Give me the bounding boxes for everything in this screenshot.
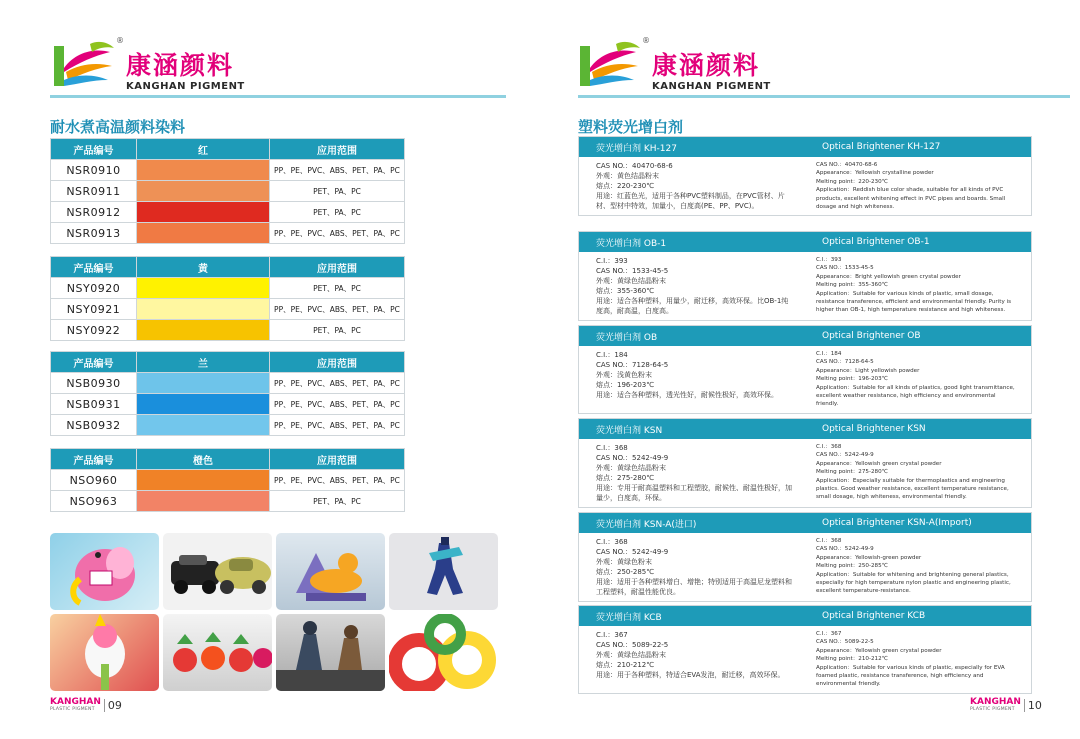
application-range: PP、PE、PVC、ABS、PET、PA、PC — [270, 373, 405, 394]
detail-line: C.I.：368 — [596, 444, 628, 452]
detail-line: CAS NO.：40470-68-6 — [596, 162, 673, 170]
detail-line: Application：Suitable for all kinds of plastics, good light transmittance, excellent weather resistance, high efficiency and environmental friendly. — [816, 384, 1015, 408]
logo-en-text: KANGHAN PIGMENT — [126, 81, 245, 92]
pigment-table — [50, 256, 405, 341]
brightener-card — [578, 136, 1032, 216]
detail-line: 用途：专用于耐高温塑料和工程塑胶，耐候性、耐温性极好，加量少，白度高，环保。 — [596, 484, 792, 502]
pigment-table — [50, 448, 405, 512]
card-en-details — [805, 443, 1031, 503]
application-range: PP、PE、PVC、ABS、PET、PA、PC — [270, 415, 405, 436]
card-cn-details — [579, 256, 805, 316]
table-row — [51, 181, 405, 202]
product-code: NSB0931 — [51, 394, 137, 415]
product-code: NSY0922 — [51, 320, 137, 341]
detail-line: 熔点：196-203℃ — [596, 381, 655, 389]
detail-line: Appearance：Light yellowish powder — [816, 367, 920, 374]
detail-line: C.I.：393 — [596, 257, 628, 265]
table-header: 产品编号 — [51, 139, 137, 160]
card-en-details — [805, 350, 1031, 409]
card-cn-title: 荧光增白剂 KSN-A(进口) — [596, 519, 697, 530]
card-en-title: Optical Brightener KSN-A(Import) — [822, 518, 972, 528]
color-swatch — [137, 415, 270, 436]
color-swatch — [137, 373, 270, 394]
card-en-details — [805, 256, 1031, 316]
detail-line: 外观：黄绿色结晶粉末 — [596, 277, 666, 285]
brightener-card — [578, 512, 1032, 602]
detail-line: 用途：适合各种塑料，透光性好，耐候性极好，高效环保。 — [596, 391, 778, 399]
page-num: 09 — [104, 699, 122, 712]
detail-line: CAS NO.：1533-45-5 — [816, 265, 874, 272]
table-header: 应用范围 — [270, 352, 405, 373]
detail-line: CAS NO.：5089-22-5 — [596, 641, 669, 649]
application-range: PP、PE、PVC、ABS、PET、PA、PC — [270, 470, 405, 491]
footer-sub: PLASTIC PIGMENT — [50, 707, 95, 712]
application-range: PP、PE、PVC、ABS、PET、PA、PC — [270, 160, 405, 181]
detail-line: Melting point：275-280℃ — [816, 469, 888, 476]
card-cn-title: 荧光增白剂 KSN — [596, 425, 663, 436]
color-swatch — [137, 278, 270, 299]
photo-toy-elephant — [50, 533, 159, 610]
table-header: 产品编号 — [51, 449, 137, 470]
brand-logo — [576, 38, 771, 92]
detail-line: C.I.：393 — [816, 257, 842, 263]
logo-en-text: KANGHAN PIGMENT — [652, 81, 771, 92]
registered-mark: ® — [116, 36, 124, 45]
detail-line: CAS NO.：40470-68-6 — [816, 162, 878, 168]
table-row — [51, 394, 405, 415]
detail-line: C.I.：368 — [596, 538, 628, 546]
card-cn-details — [579, 350, 805, 409]
detail-line: Application：Suitable for whitening and brightening general plastics, especially for high temperature nylon plastic and engineering plastic, excellent temperature-resistance. — [816, 571, 1011, 595]
detail-line: CAS NO.：1533-45-5 — [596, 267, 669, 275]
detail-line: Melting point：210-212℃ — [816, 656, 888, 663]
pigment-table — [50, 351, 405, 436]
logo-cn-text: 康涵颜料 — [652, 51, 761, 80]
product-code: NSY0921 — [51, 299, 137, 320]
card-header — [579, 326, 1031, 346]
registered-mark: ® — [642, 36, 650, 45]
product-code: NSR0912 — [51, 202, 137, 223]
page-number — [50, 698, 122, 712]
color-swatch — [137, 160, 270, 181]
card-en-title: Optical Brightener KSN — [822, 424, 926, 434]
card-en-details — [805, 161, 1031, 211]
application-range: PET、PA、PC — [270, 181, 405, 202]
detail-line: 熔点：220-230℃ — [596, 182, 655, 190]
detail-line: C.I.：367 — [596, 631, 628, 639]
detail-line: 用途：适用于各种塑料增白、增艳；特别适用于高温尼龙塑料和工程塑料，耐温性能优良。 — [596, 578, 792, 596]
brightener-card — [578, 325, 1032, 414]
detail-line: Melting point：220-230℃ — [816, 178, 888, 185]
product-code: NSO963 — [51, 491, 137, 512]
product-code: NSR0911 — [51, 181, 137, 202]
detail-line: Appearance：Yellowish green crystal powder — [816, 647, 942, 654]
brightener-card — [578, 605, 1032, 694]
card-cn-details — [579, 161, 805, 211]
page-title: 塑料荧光增白剂 — [578, 118, 684, 136]
card-header — [579, 513, 1031, 533]
product-code: NSY0920 — [51, 278, 137, 299]
table-row — [51, 278, 405, 299]
detail-line: CAS NO.：5242-49-9 — [816, 452, 874, 459]
logo-cn-text: 康涵颜料 — [126, 51, 235, 80]
detail-line: Melting point：250-285℃ — [816, 563, 888, 570]
table-row — [51, 299, 405, 320]
table-header: 橙色 — [137, 449, 270, 470]
detail-line: Appearance：Yellowish green crystal powder — [816, 460, 942, 467]
card-cn-title: 荧光增白剂 KH-127 — [596, 143, 677, 154]
card-en-details — [805, 537, 1031, 597]
detail-line: 熔点：210-212℃ — [596, 661, 655, 669]
color-swatch — [137, 320, 270, 341]
photo-toy-cars — [163, 533, 272, 610]
table-header: 应用范围 — [270, 139, 405, 160]
color-swatch — [137, 223, 270, 244]
card-en-title: Optical Brightener OB-1 — [822, 237, 930, 247]
table-header: 产品编号 — [51, 352, 137, 373]
photo-figurine-robot — [389, 533, 498, 610]
photo-toy-flowers — [163, 614, 272, 691]
table-header: 红 — [137, 139, 270, 160]
pigment-table — [50, 138, 405, 244]
detail-line: CAS NO.：5089-22-5 — [816, 639, 874, 646]
color-swatch — [137, 181, 270, 202]
card-en-details — [805, 630, 1031, 689]
detail-line: Application：Suitable for various kinds of plastic, especially for EVA foamed plastic, resistance transference, high efficiency and environmental friendly. — [816, 664, 1005, 688]
detail-line: C.I.：184 — [596, 351, 628, 359]
page-title: 耐水煮高温颜料染料 — [50, 118, 186, 136]
application-range: PP、PE、PVC、ABS、PET、PA、PC — [270, 299, 405, 320]
card-cn-title: 荧光增白剂 OB-1 — [596, 238, 667, 249]
product-code: NSB0930 — [51, 373, 137, 394]
table-row — [51, 320, 405, 341]
detail-line: 外观：黄绿色结晶粉末 — [596, 651, 666, 659]
application-range: PP、PE、PVC、ABS、PET、PA、PC — [270, 223, 405, 244]
product-code: NSR0910 — [51, 160, 137, 181]
table-row — [51, 470, 405, 491]
header-divider — [578, 95, 1070, 98]
table-row — [51, 491, 405, 512]
detail-line: Melting point：196-203℃ — [816, 376, 888, 383]
detail-line: 熔点：275-280℃ — [596, 474, 655, 482]
product-code: NSO960 — [51, 470, 137, 491]
header-divider — [50, 95, 506, 98]
brightener-card — [578, 231, 1032, 321]
color-swatch — [137, 491, 270, 512]
detail-line: 外观：黄绿色粉末 — [596, 558, 652, 566]
brand-logo — [50, 38, 245, 92]
card-header — [579, 419, 1031, 439]
application-range: PET、PA、PC — [270, 320, 405, 341]
detail-line: 用途：用于各种塑料，特适合EVA发泡，耐迁移，高效环保。 — [596, 671, 785, 679]
footer-brand: KANGHAN — [50, 697, 101, 707]
logo-mark-icon — [576, 38, 646, 92]
brightener-card — [578, 418, 1032, 508]
detail-line: 用途：红蓝色光，适用于各种PVC塑料制品，在PVC管材、片材、型材中特效，加量小，白度高(PE、PP、PVC)。 — [596, 192, 785, 210]
detail-line: Appearance：Yellowish crystalline powder — [816, 170, 934, 177]
card-cn-title: 荧光增白剂 OB — [596, 332, 658, 343]
footer-sub: PLASTIC PIGMENT — [970, 707, 1015, 712]
card-header — [579, 232, 1031, 252]
color-swatch — [137, 394, 270, 415]
detail-line: Appearance：Yellowish-green powder — [816, 554, 922, 561]
detail-line: 用途：适合各种塑料，用量少，耐迁移，高效环保。比OB-1纯度高，耐高温，白度高。 — [596, 297, 789, 315]
detail-line: CAS NO.：5242-49-9 — [596, 548, 669, 556]
card-header — [579, 606, 1031, 626]
detail-line: C.I.：368 — [816, 444, 842, 450]
detail-line: 外观：浅黄色粉末 — [596, 371, 652, 379]
table-header: 兰 — [137, 352, 270, 373]
detail-line: Melting point：355-360℃ — [816, 282, 888, 289]
photo-figurines-knights — [276, 614, 385, 691]
color-swatch — [137, 299, 270, 320]
photo-plastic-rings — [389, 614, 498, 691]
detail-line: C.I.：367 — [816, 631, 842, 637]
photo-figurine-sphinx — [276, 533, 385, 610]
table-header: 应用范围 — [270, 449, 405, 470]
photo-toy-parrot — [50, 614, 159, 691]
detail-line: CAS NO.：7128-64-5 — [816, 359, 874, 366]
table-row — [51, 202, 405, 223]
detail-line: C.I.：368 — [816, 538, 842, 544]
page-number — [970, 698, 1042, 712]
card-en-title: Optical Brightener OB — [822, 331, 921, 341]
card-cn-details — [579, 537, 805, 597]
application-range: PP、PE、PVC、ABS、PET、PA、PC — [270, 394, 405, 415]
footer-brand: KANGHAN — [970, 697, 1021, 707]
detail-line: CAS NO.：5242-49-9 — [596, 454, 669, 462]
product-photos — [50, 533, 498, 691]
color-swatch — [137, 470, 270, 491]
detail-line: Application：Especially suitable for thermoplastics and engineering plastics. Good weather resistance, excellent temperature resistance, small dosage, high whiteness, environmental friendly. — [816, 477, 1009, 501]
table-row — [51, 160, 405, 181]
detail-line: 外观：黄绿色结晶粉末 — [596, 464, 666, 472]
card-en-title: Optical Brightener KH-127 — [822, 142, 941, 152]
card-en-title: Optical Brightener KCB — [822, 611, 926, 621]
detail-line: CAS NO.：7128-64-5 — [596, 361, 669, 369]
card-cn-details — [579, 630, 805, 689]
table-row — [51, 415, 405, 436]
detail-line: 熔点：250-285℃ — [596, 568, 655, 576]
detail-line: Appearance：Bright yellowish green crystal powder — [816, 273, 961, 280]
product-code: NSB0932 — [51, 415, 137, 436]
page-num: 10 — [1024, 699, 1042, 712]
application-range: PET、PA、PC — [270, 278, 405, 299]
detail-line: Application：Suitable for various kinds of plastic, small dosage, resistance transference, efficient and environmental friendly. Purity is higher than OB-1, high temperature resistance and high whiteness. — [816, 290, 1012, 314]
detail-line: 熔点：355-360℃ — [596, 287, 655, 295]
table-header: 产品编号 — [51, 257, 137, 278]
detail-line: 外观：黄色结晶粉末 — [596, 172, 659, 180]
color-swatch — [137, 202, 270, 223]
application-range: PET、PA、PC — [270, 491, 405, 512]
detail-line: Application：Reddish blue color shade, suitable for all kinds of PVC products, excellent whitening effect in PVC pipes and boards. Small dosage and high whiteness. — [816, 187, 1006, 211]
card-cn-details — [579, 443, 805, 503]
product-code: NSR0913 — [51, 223, 137, 244]
table-header: 黄 — [137, 257, 270, 278]
card-header — [579, 137, 1031, 157]
detail-line: C.I.：184 — [816, 351, 842, 357]
detail-line: CAS NO.：5242-49-9 — [816, 546, 874, 553]
table-header: 应用范围 — [270, 257, 405, 278]
logo-mark-icon — [50, 38, 120, 92]
application-range: PET、PA、PC — [270, 202, 405, 223]
table-row — [51, 373, 405, 394]
table-row — [51, 223, 405, 244]
card-cn-title: 荧光增白剂 KCB — [596, 612, 662, 623]
